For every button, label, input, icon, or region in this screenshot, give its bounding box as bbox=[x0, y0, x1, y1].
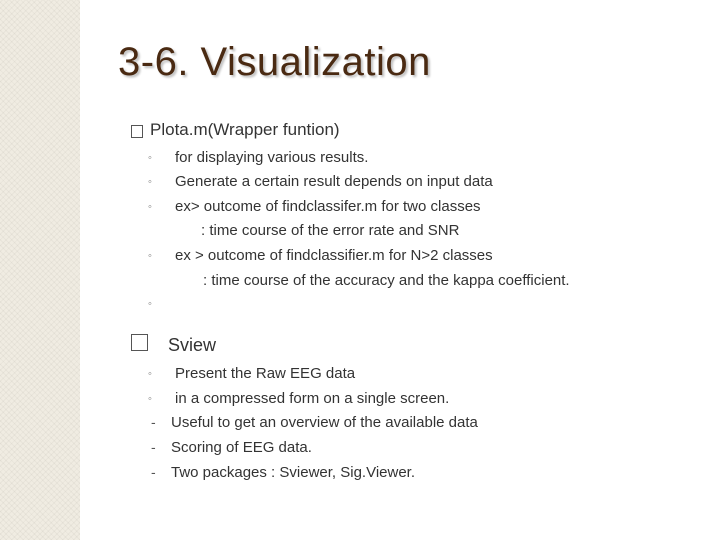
ring-bullet-icon: ◦ bbox=[148, 152, 152, 164]
bullet-item: ex> outcome of findclassifer.m for two classes bbox=[175, 198, 481, 215]
slide-title: 3-6. Visualization bbox=[118, 40, 431, 84]
bullet-item: Scoring of EEG data. bbox=[171, 439, 312, 456]
bullet-item: for displaying various results. bbox=[175, 149, 369, 166]
bullet-continuation: : time course of the accuracy and the kappa coefficient. bbox=[203, 272, 570, 289]
decorative-sidebar bbox=[0, 0, 80, 540]
checkbox-bullet-icon bbox=[131, 334, 148, 351]
ring-bullet-icon: ◦ bbox=[148, 176, 152, 188]
bullet-item: ex > outcome of findclassifier.m for N>2 classes bbox=[175, 247, 493, 264]
bullet-item: Generate a certain result depends on input data bbox=[175, 173, 493, 190]
section-heading-plota: Plota.m(Wrapper funtion) bbox=[150, 120, 340, 139]
bullet-item: Two packages : Sviewer, Sig.Viewer. bbox=[171, 464, 416, 481]
dash-bullet-icon: - bbox=[151, 439, 156, 455]
bullet-continuation: : time course of the error rate and SNR bbox=[201, 222, 460, 239]
ring-bullet-icon: ◦ bbox=[148, 393, 152, 405]
ring-bullet-icon: ◦ bbox=[148, 298, 152, 310]
dash-bullet-icon: - bbox=[151, 464, 156, 480]
checkbox-bullet-icon bbox=[131, 125, 143, 138]
ring-bullet-icon: ◦ bbox=[148, 250, 152, 262]
section-heading-sview: Sview bbox=[168, 335, 217, 355]
ring-bullet-icon: ◦ bbox=[148, 201, 152, 213]
dash-bullet-icon: - bbox=[151, 414, 156, 430]
bullet-item: Useful to get an overview of the available data bbox=[171, 414, 478, 431]
bullet-item: in a compressed form on a single screen. bbox=[175, 390, 450, 407]
ring-bullet-icon: ◦ bbox=[148, 368, 152, 380]
bullet-item: Present the Raw EEG data bbox=[175, 365, 356, 382]
